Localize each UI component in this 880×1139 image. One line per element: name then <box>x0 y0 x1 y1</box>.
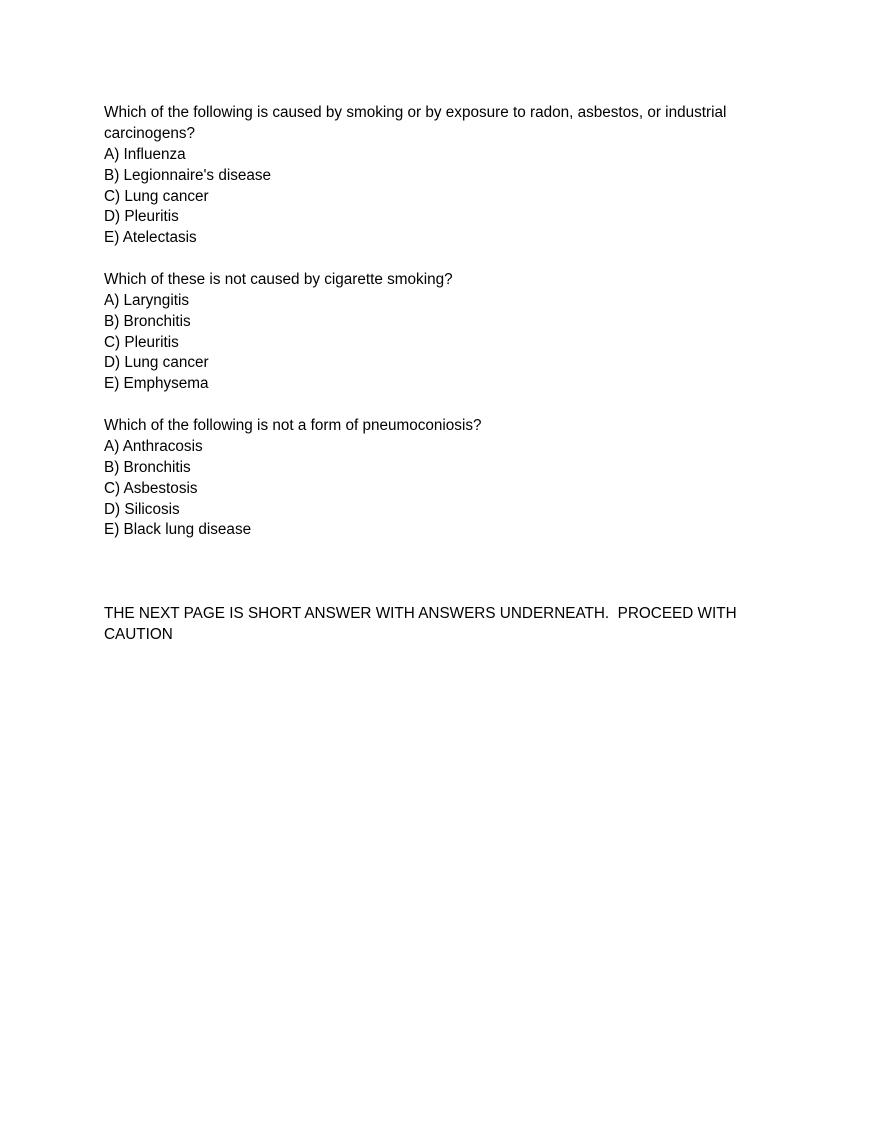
question-prompt: Which of the following is caused by smoking or by exposure to radon, asbestos, or industrial carcinogens? <box>104 104 727 142</box>
answer-option: B) Legionnaire's disease <box>104 166 272 184</box>
question-prompt: Which of these is not caused by cigarette smoking? <box>104 270 453 288</box>
answer-option: A) Influenza <box>104 145 186 163</box>
answer-option: E) Emphysema <box>104 375 209 393</box>
answer-option: E) Black lung disease <box>104 521 252 539</box>
answer-option: C) Asbestosis <box>104 479 198 497</box>
question-2 <box>104 270 769 395</box>
document-page <box>104 103 769 646</box>
answer-option: B) Bronchitis <box>104 312 191 330</box>
caution-notice: THE NEXT PAGE IS SHORT ANSWER WITH ANSWERS UNDERNEATH. PROCEED WITH CAUTION <box>104 604 741 643</box>
answer-option: D) Pleuritis <box>104 208 179 226</box>
question-prompt: Which of the following is not a form of pneumoconiosis? <box>104 417 482 435</box>
question-1 <box>104 103 769 249</box>
answer-option: C) Lung cancer <box>104 187 209 205</box>
question-3 <box>104 416 769 541</box>
answer-option: D) Lung cancer <box>104 354 209 372</box>
answer-option: A) Laryngitis <box>104 291 190 309</box>
answer-option: D) Silicosis <box>104 500 180 518</box>
answer-option: C) Pleuritis <box>104 333 179 351</box>
answer-option: B) Bronchitis <box>104 458 191 476</box>
answer-option: E) Atelectasis <box>104 229 197 247</box>
answer-option: A) Anthracosis <box>104 437 203 455</box>
